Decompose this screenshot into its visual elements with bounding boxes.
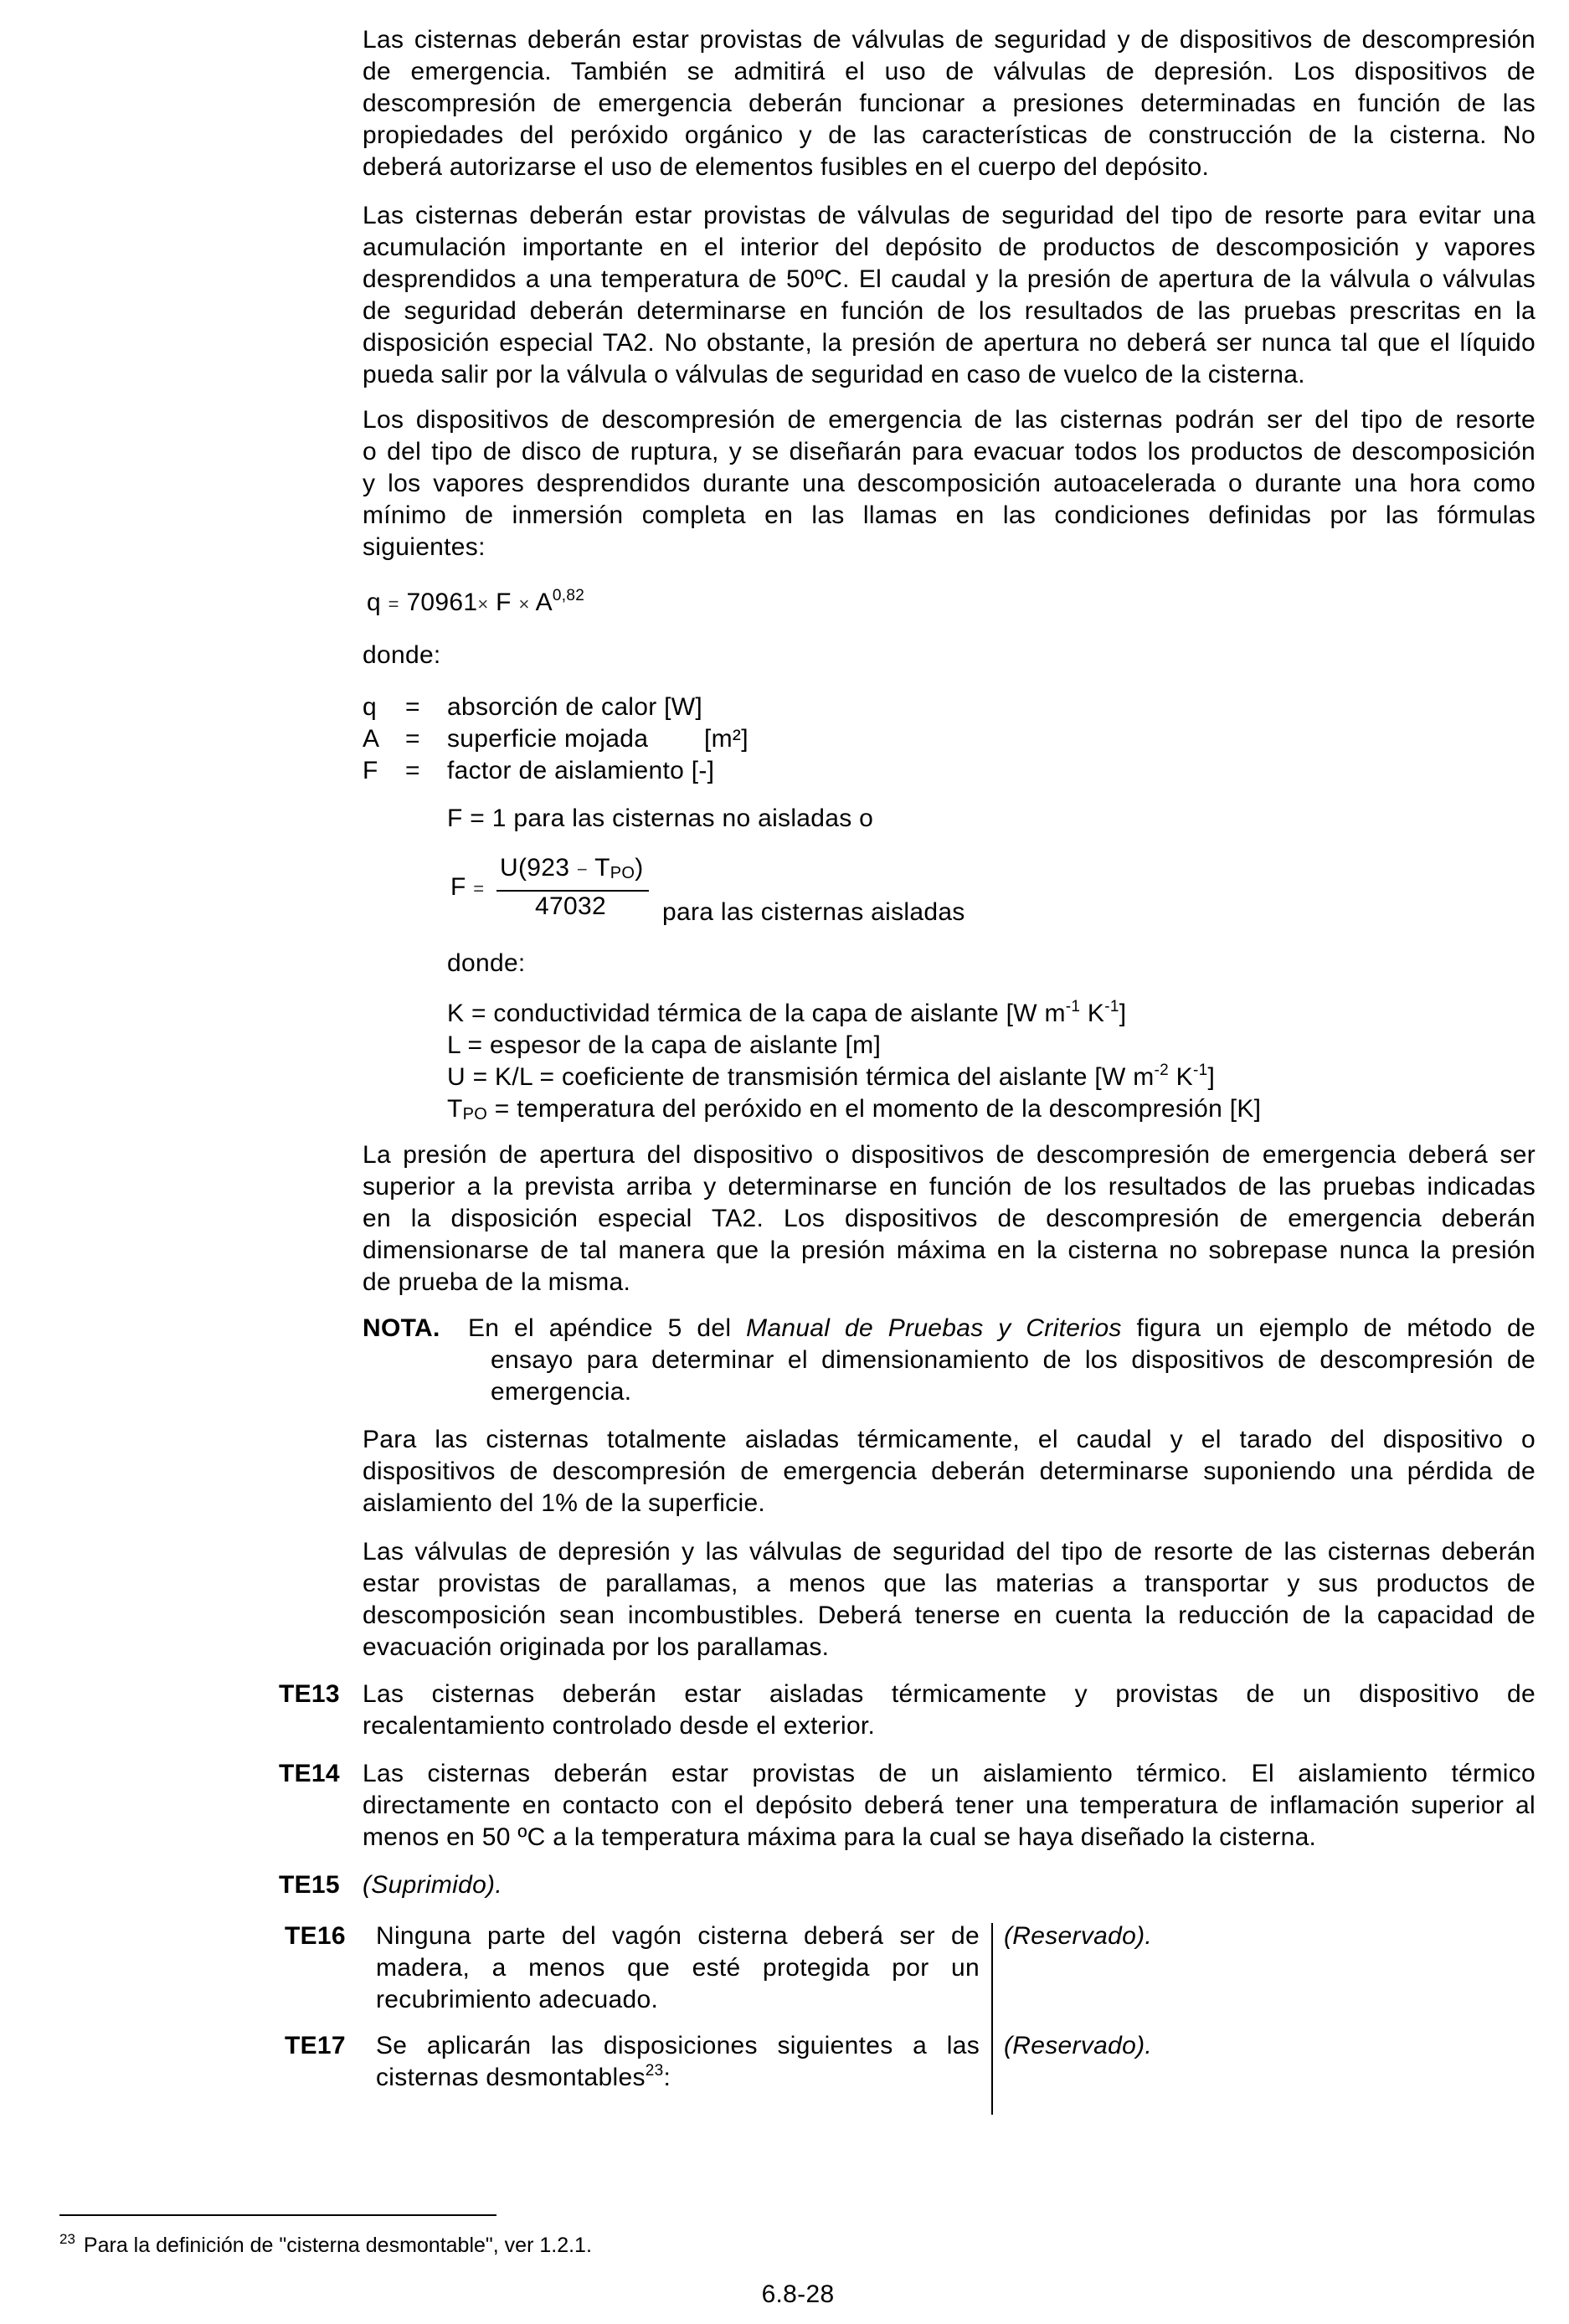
text-line: directamente en contacto con el depósito deberá tener una temperatura de inflamación superior al	[363, 1792, 1536, 1819]
heat-absorption-formula	[367, 587, 584, 619]
text-line: Para las cisternas totalmente aisladas térmicamente, el caudal y el tarado del dispositivo o	[363, 1426, 1536, 1453]
text-line: menos en 50 ºC a la temperatura máxima para la cual se haya diseñado la cisterna.	[363, 1823, 1317, 1851]
text-line: de emergencia. También se admitirá el uso de válvulas de depresión. Los dispositivos de	[363, 58, 1536, 85]
provision-text-te14	[363, 1758, 1536, 1854]
definition-text: factor de aislamiento [-]	[447, 757, 715, 784]
text-line: dispositivos de descompresión de emergencia deberán determinarse suponiendo una pérdida de	[363, 1458, 1536, 1485]
text-line: Las válvulas de depresión y las válvulas de seguridad del tipo de resorte de las cisternas deberán	[363, 1538, 1536, 1566]
note-manual-title: Manual de Pruebas y Criterios	[746, 1314, 1122, 1342]
provision-text-te13	[363, 1679, 1536, 1742]
paragraph-spring-valves	[363, 200, 1536, 391]
provision-label-te14: TE14	[279, 1760, 340, 1787]
text-line: ensayo para determinar el dimensionamiento de los dispositivos de descompresión de	[491, 1346, 1536, 1374]
text-line: descompresión de emergencia deberán funcionar a presiones determinadas en función de las	[363, 90, 1536, 117]
definition-equals: =	[405, 757, 420, 784]
text-line: desprendidos a una temperatura de 50ºC. El caudal y la presión de apertura de la válvula o válvulas	[363, 265, 1536, 293]
text-line: Las cisternas deberán estar provistas de un aislamiento térmico. El aislamiento térmico	[363, 1760, 1536, 1787]
provision-right-te17: (Reservado).	[1004, 2032, 1152, 2059]
donde-label: donde:	[363, 641, 441, 669]
text-line: mínimo de inmersión completa en las llamas en las condiciones definidas por las fórmulas	[363, 501, 1536, 529]
te17-colon: :	[663, 2064, 671, 2091]
formula-a: A	[535, 589, 553, 616]
text-line: emergencia.	[491, 1378, 632, 1406]
note-continuation	[491, 1345, 1536, 1408]
formula-coefficient: 70961	[406, 589, 478, 616]
footnote-reference: 23	[645, 2062, 664, 2080]
f-uninsulated-line: F = 1 para las cisternas no aisladas o	[447, 805, 874, 832]
paragraph-emergency-devices	[363, 404, 1536, 563]
provision-label-te16: TE16	[285, 1922, 346, 1950]
variable-l: L = espesor de la capa de aislante [m]	[447, 1031, 882, 1059]
footnote-marker: 23	[59, 2231, 75, 2247]
formula-equals: =	[388, 594, 399, 614]
variable-u-mid: K	[1169, 1063, 1193, 1091]
note-text: En el apéndice 5 del	[468, 1314, 747, 1342]
definition-text: superficie mojada	[447, 725, 649, 753]
text-line: de prueba de la misma.	[363, 1268, 631, 1296]
text-line: Los dispositivos de descompresión de emergencia de las cisternas podrán ser del tipo de resorte	[363, 406, 1536, 434]
fraction-note: para las cisternas aisladas	[662, 898, 965, 926]
numerator-subscript: PO	[610, 864, 635, 882]
text-line: deberá autorizarse el uso de elementos fusibles en el cuerpo del depósito.	[363, 153, 1210, 181]
formula-f: F	[496, 589, 512, 616]
variable-k-exp2: -1	[1104, 998, 1119, 1015]
text-line: superior a la prevista arriba y determinarse en función de los resultados de las pruebas indicadas	[363, 1173, 1536, 1201]
formula-exponent: 0,82	[552, 587, 585, 604]
text-line: dimensionarse de tal manera que la presión máxima en la cisterna no sobrepase nunca la presión	[363, 1237, 1536, 1264]
numerator-pre: U(923	[500, 854, 570, 882]
variable-u	[447, 1062, 1215, 1093]
provision-text-te17	[376, 2030, 980, 2094]
fraction-denominator: 47032	[535, 892, 606, 920]
footnote	[59, 2230, 592, 2260]
variable-t-symbol: T	[447, 1095, 463, 1123]
definition-symbol: A	[363, 725, 380, 753]
text-line: Las cisternas deberán estar aisladas térmicamente y provistas de un dispositivo de	[363, 1680, 1536, 1708]
text-line: de seguridad deberán determinarse en función de los resultados de las pruebas prescritas en la	[363, 297, 1536, 325]
provision-label-te17: TE17	[285, 2032, 346, 2059]
text-line: Las cisternas deberán estar provistas de válvulas de seguridad del tipo de resorte para evitar una	[363, 202, 1536, 229]
variable-k-text: K = conductividad térmica de la capa de aislante [W m	[447, 1000, 1066, 1027]
definition-symbol: q	[363, 693, 377, 721]
paragraph-safety-valves	[363, 24, 1536, 183]
note-first-line	[468, 1313, 1536, 1345]
text-line: o del tipo de disco de ruptura, y se diseñarán para evacuar todos los productos de descomposición	[363, 438, 1536, 465]
text-line: en la disposición especial TA2. Los dispositivos de descompresión de emergencia deberán	[363, 1205, 1536, 1232]
donde-label: donde:	[447, 949, 526, 977]
footnote-text: Para la definición de "cisterna desmontable", ver 1.2.1.	[83, 2234, 592, 2257]
fraction-numerator	[500, 852, 644, 884]
definition-equals: =	[405, 693, 420, 721]
text-line: Las cisternas deberán estar provistas de válvulas de seguridad y de dispositivos de descompresión	[363, 26, 1536, 54]
definition-equals: =	[405, 725, 420, 753]
paragraph-insulated-tanks	[363, 1424, 1536, 1519]
provision-text-te17-lines	[376, 2030, 980, 2062]
definition-unit: [m²]	[704, 725, 748, 753]
text-line: pueda salir por la válvula o válvulas de seguridad en caso de vuelco de la cisterna.	[363, 361, 1305, 388]
variable-u-exp2: -1	[1192, 1062, 1208, 1079]
text-line: acumulación importante en el interior del depósito de productos de descomposición y vapores	[363, 234, 1536, 261]
text-line: propiedades del peróxido orgánico y de las características de construcción de la cisterna. No	[363, 121, 1536, 149]
provision-text-te16	[376, 1920, 980, 2016]
text-line: descomposición sean incombustibles. Deberá tenerse en cuenta la reducción de la capacidad de	[363, 1602, 1536, 1629]
variable-t-subscript: PO	[462, 1105, 488, 1123]
formula-times: ×	[518, 594, 530, 614]
page-number: 6.8-28	[761, 2280, 835, 2308]
variable-k-mid: K	[1080, 1000, 1105, 1027]
variable-tpo	[447, 1093, 1261, 1125]
numerator-post: )	[635, 854, 644, 882]
text-line: aislamiento del 1% de la superficie.	[363, 1489, 766, 1517]
fraction-f: F	[450, 873, 466, 901]
provision-label-te15: TE15	[279, 1871, 340, 1899]
text-line	[468, 1313, 1536, 1345]
provision-right-te16: (Reservado).	[1004, 1922, 1152, 1950]
text-line: evacuación originada por los parallamas.	[363, 1633, 830, 1661]
text-line: Se aplicarán las disposiciones siguientes a las	[376, 2032, 980, 2059]
text-line: siguientes:	[363, 533, 486, 561]
te17-last-line: cisternas desmontables	[376, 2064, 646, 2091]
variable-k	[447, 998, 1126, 1030]
variable-t-text: = temperatura del peróxido en el momento de la descompresión [K]	[487, 1095, 1262, 1123]
text-line: estar provistas de parallamas, a menos que las materias a transportar y sus productos de	[363, 1570, 1536, 1597]
definition-symbol: F	[363, 757, 378, 784]
text-line	[376, 2062, 980, 2094]
provision-text-te15: (Suprimido).	[363, 1871, 502, 1899]
formula-times: ×	[477, 594, 489, 614]
note-text: figura un ejemplo de método de	[1121, 1314, 1536, 1342]
fraction-lhs	[450, 872, 484, 903]
note-label: NOTA.	[363, 1314, 440, 1342]
definition-list	[363, 692, 1116, 787]
footnote-separator	[59, 2214, 496, 2216]
text-line: disposición especial TA2. No obstante, la presión de apertura no deberá ser nunca tal que el líquido	[363, 329, 1536, 357]
fraction-equals: =	[473, 878, 485, 899]
paragraph-flame-arresters	[363, 1536, 1536, 1663]
text-line: Ninguna parte del vagón cisterna deberá ser de	[376, 1922, 980, 1950]
variable-k-exp1: -1	[1065, 998, 1081, 1015]
numerator-minus: −	[576, 859, 589, 880]
variable-u-text: U = K/L = coeficiente de transmisión térmica del aislante [W m	[447, 1063, 1155, 1091]
variable-u-end: ]	[1207, 1063, 1216, 1091]
text-line: y los vapores desprendidos durante una descomposición autoacelerada o durante una hora como	[363, 470, 1536, 497]
definition-text: absorción de calor [W]	[447, 693, 703, 721]
column-divider	[991, 1923, 993, 2115]
text-line: recalentamiento controlado desde el exterior.	[363, 1712, 876, 1740]
variable-k-end: ]	[1119, 1000, 1127, 1027]
paragraph-opening-pressure	[363, 1139, 1536, 1298]
variable-u-exp1: -2	[1154, 1062, 1170, 1079]
text-line: recubrimiento adecuado.	[376, 1986, 659, 2013]
provision-label-te13: TE13	[279, 1680, 340, 1708]
text-line: La presión de apertura del dispositivo o dispositivos de descompresión de emergencia deberá ser	[363, 1141, 1536, 1169]
formula-lhs: q	[367, 589, 381, 616]
text-line: madera, a menos que esté protegida por un	[376, 1954, 980, 1982]
numerator-t: T	[594, 854, 610, 882]
